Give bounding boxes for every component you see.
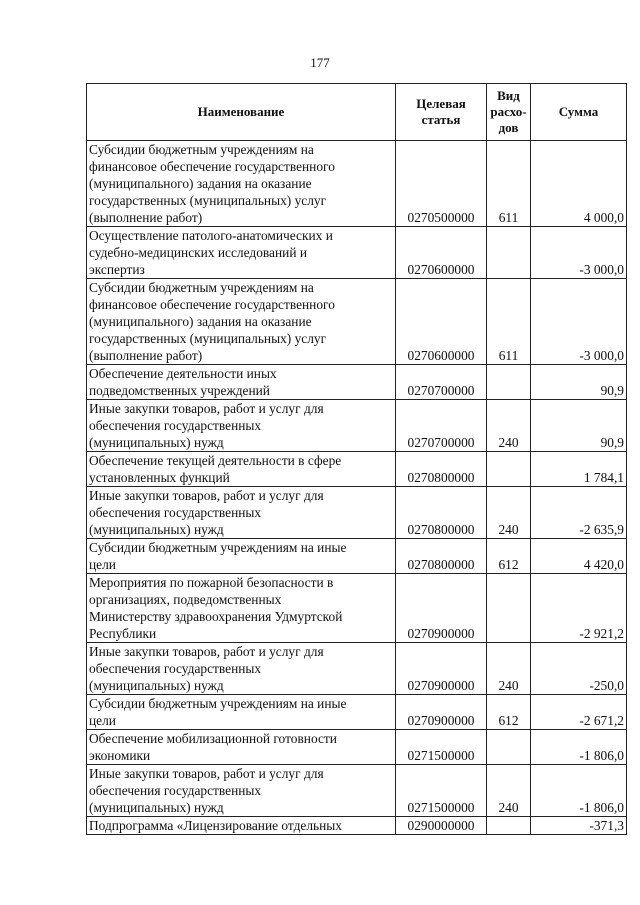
table-row (87, 452, 627, 487)
row-code: 0270900000 (396, 643, 487, 695)
row-kind: 612 (487, 539, 531, 574)
table-row (87, 227, 627, 279)
page-number: 177 (310, 55, 330, 70)
row-name: Субсидии бюджетным учреждениям на финансовое обеспечение государственного (муниципального) задания на оказание государственных (муниципальных) услуг (выполнение работ) (87, 141, 396, 227)
table-row (87, 141, 627, 227)
row-sum: -2 921,2 (531, 574, 627, 643)
row-name: Мероприятия по пожарной безопасности в организациях, подведомственных Министерству здравоохранения Удмуртской Республики (87, 574, 396, 643)
row-code: 0270500000 (396, 141, 487, 227)
table-row (87, 730, 627, 765)
row-name: Осуществление патолого-анатомических и судебно-медицинских исследований и экспертиз (87, 227, 396, 279)
row-sum: -2 671,2 (531, 695, 627, 730)
row-kind (487, 817, 531, 835)
row-sum: -1 806,0 (531, 765, 627, 817)
row-code: 0270800000 (396, 539, 487, 574)
row-kind: 240 (487, 643, 531, 695)
row-name: Иные закупки товаров, работ и услуг для обеспечения государственных (муниципальных) нужд (87, 643, 396, 695)
row-name: Обеспечение деятельности иных подведомственных учреждений (87, 365, 396, 400)
row-name: Обеспечение мобилизационной готовности экономики (87, 730, 396, 765)
row-sum: 4 420,0 (531, 539, 627, 574)
row-code: 0290000000 (396, 817, 487, 835)
row-sum: -3 000,0 (531, 227, 627, 279)
table-row (87, 695, 627, 730)
header-target-article: Целевая статья (396, 84, 487, 141)
table-row (87, 765, 627, 817)
row-kind (487, 452, 531, 487)
row-name: Субсидии бюджетным учреждениям на иные цели (87, 695, 396, 730)
row-sum: -1 806,0 (531, 730, 627, 765)
row-kind (487, 574, 531, 643)
table-header-row (87, 84, 627, 141)
table-row (87, 574, 627, 643)
row-name: Подпрограмма «Лицензирование отдельных (87, 817, 396, 835)
row-code: 0270900000 (396, 574, 487, 643)
table-row (87, 365, 627, 400)
header-name: Наименование (87, 84, 396, 141)
row-kind: 612 (487, 695, 531, 730)
table-row (87, 487, 627, 539)
row-sum: 90,9 (531, 400, 627, 452)
row-kind (487, 227, 531, 279)
row-name: Иные закупки товаров, работ и услуг для обеспечения государственных (муниципальных) нужд (87, 765, 396, 817)
table-row (87, 539, 627, 574)
row-kind (487, 365, 531, 400)
row-kind: 611 (487, 279, 531, 365)
row-name: Обеспечение текущей деятельности в сфере установленных функций (87, 452, 396, 487)
header-sum: Сумма (531, 84, 627, 141)
row-name: Субсидии бюджетным учреждениям на финансовое обеспечение государственного (муниципального) задания на оказание государственных (муниципальных) услуг (выполнение работ) (87, 279, 396, 365)
table-row (87, 643, 627, 695)
row-sum: -371,3 (531, 817, 627, 835)
row-code: 0270900000 (396, 695, 487, 730)
row-code: 0270700000 (396, 365, 487, 400)
row-code: 0271500000 (396, 730, 487, 765)
table-row (87, 817, 627, 835)
row-code: 0270600000 (396, 227, 487, 279)
row-sum: -2 635,9 (531, 487, 627, 539)
row-kind: 240 (487, 400, 531, 452)
row-code: 0270600000 (396, 279, 487, 365)
row-kind: 240 (487, 765, 531, 817)
table-row (87, 400, 627, 452)
row-sum: -3 000,0 (531, 279, 627, 365)
row-name: Иные закупки товаров, работ и услуг для обеспечения государственных (муниципальных) нужд (87, 487, 396, 539)
row-kind: 611 (487, 141, 531, 227)
row-sum: 1 784,1 (531, 452, 627, 487)
row-name: Субсидии бюджетным учреждениям на иные цели (87, 539, 396, 574)
budget-table (86, 83, 627, 835)
header-expense-type: Вид расхо- дов (487, 84, 531, 141)
row-name: Иные закупки товаров, работ и услуг для обеспечения государственных (муниципальных) нужд (87, 400, 396, 452)
table-row (87, 279, 627, 365)
row-code: 0270800000 (396, 487, 487, 539)
row-kind: 240 (487, 487, 531, 539)
row-code: 0271500000 (396, 765, 487, 817)
row-code: 0270700000 (396, 400, 487, 452)
row-sum: 90,9 (531, 365, 627, 400)
row-kind (487, 730, 531, 765)
row-sum: 4 000,0 (531, 141, 627, 227)
row-code: 0270800000 (396, 452, 487, 487)
row-sum: -250,0 (531, 643, 627, 695)
